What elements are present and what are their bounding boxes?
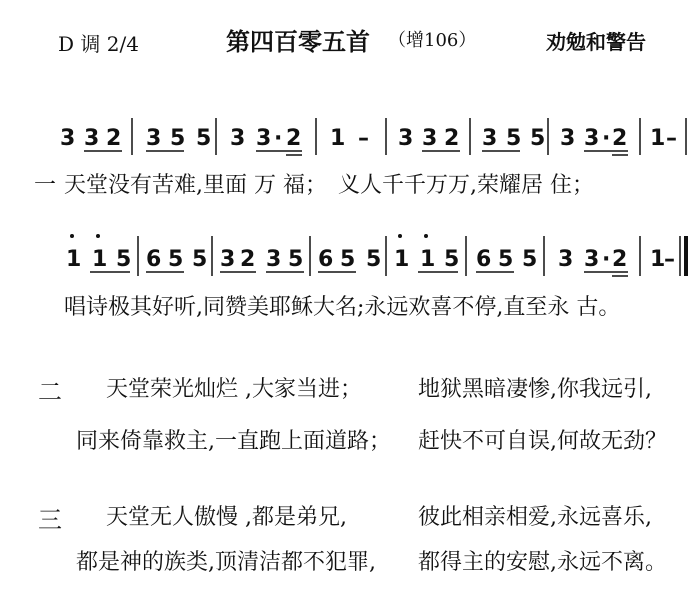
lyric-line-1: 天堂没有苦难,里面 万 福； 义人千千万万,荣耀居 住； bbox=[64, 173, 594, 198]
note: 3 bbox=[256, 126, 272, 151]
note: 2 bbox=[240, 247, 256, 272]
note: 3 bbox=[558, 247, 574, 272]
verse-2-line-2a: 同来倚靠救主,一直跑上面道路； bbox=[76, 429, 391, 454]
note: 5 bbox=[168, 247, 184, 272]
lyric-line-2: 唱诗极其好听,同赞美耶稣大名;永远欢喜不停,直至永 古。 bbox=[64, 295, 621, 320]
note: 1 bbox=[650, 126, 666, 151]
dash: – bbox=[358, 126, 369, 151]
note: 1 bbox=[650, 247, 666, 272]
note: 5 bbox=[116, 247, 132, 272]
note: 3 bbox=[60, 126, 76, 151]
verse-2-line-1a: 天堂荣光灿烂 ,大家当进； bbox=[106, 377, 362, 402]
note: 2 bbox=[444, 126, 460, 151]
note: 6 bbox=[318, 247, 334, 272]
note: 5 bbox=[522, 247, 538, 272]
note: 1 bbox=[66, 247, 82, 272]
high-octave-dot bbox=[424, 234, 428, 238]
note: 1 bbox=[330, 126, 346, 151]
verse-3-line-1a: 天堂无人傲慢 ,都是弟兄, bbox=[106, 505, 347, 530]
note: 3 bbox=[230, 126, 246, 151]
note: 1 bbox=[394, 247, 410, 272]
note: 3 bbox=[584, 126, 600, 151]
score-system-2 bbox=[66, 234, 686, 276]
hymn-topic: 劝勉和警告 bbox=[546, 30, 646, 54]
key-signature: D 调 2/4 bbox=[58, 32, 139, 56]
note: 5 bbox=[192, 247, 208, 272]
note: 3 bbox=[422, 126, 438, 151]
dot: · bbox=[274, 126, 283, 151]
score-system-1 bbox=[60, 118, 686, 155]
note: 3 bbox=[266, 247, 282, 272]
note: 5 bbox=[444, 247, 460, 272]
note: 1 bbox=[92, 247, 108, 272]
note: 5 bbox=[506, 126, 522, 151]
note: 5 bbox=[530, 126, 546, 151]
note: 2 bbox=[612, 126, 628, 151]
note: 3 bbox=[398, 126, 414, 151]
note: 2 bbox=[106, 126, 122, 151]
dash: – bbox=[666, 126, 677, 151]
verse-1-marker: 一 bbox=[34, 173, 57, 198]
verse-3-line-2a: 都是神的族类,顶清洁都不犯罪, bbox=[76, 550, 376, 575]
verse-3-line-2b: 都得主的安慰,永远不离。 bbox=[418, 550, 667, 575]
note: 3 bbox=[482, 126, 498, 151]
note: 2 bbox=[286, 126, 302, 151]
note: 3 bbox=[584, 247, 600, 272]
note: 6 bbox=[146, 247, 162, 272]
note: 3 bbox=[560, 126, 576, 151]
verse-2-line-2b: 赶快不可自误,何故无劲？ bbox=[418, 429, 667, 454]
verse-2-number: 二 bbox=[38, 378, 62, 406]
hymn-number: （增106） bbox=[388, 30, 477, 51]
dash: – bbox=[664, 247, 675, 272]
note: 1 bbox=[420, 247, 436, 272]
note: 5 bbox=[366, 247, 382, 272]
verse-2-line-1b: 地狱黑暗凄惨,你我远引, bbox=[418, 377, 652, 402]
note: 5 bbox=[498, 247, 514, 272]
high-octave-dot bbox=[398, 234, 402, 238]
high-octave-dot bbox=[96, 234, 100, 238]
hymn-title: 第四百零五首 bbox=[226, 28, 370, 56]
note: 2 bbox=[612, 247, 628, 272]
note: 3 bbox=[84, 126, 100, 151]
dot: · bbox=[602, 247, 611, 272]
note: 5 bbox=[196, 126, 212, 151]
verse-3-number: 三 bbox=[38, 506, 62, 534]
dot: · bbox=[602, 126, 611, 151]
note: 3 bbox=[220, 247, 236, 272]
note: 3 bbox=[146, 126, 162, 151]
note: 5 bbox=[288, 247, 304, 272]
note: 5 bbox=[340, 247, 356, 272]
note: 6 bbox=[476, 247, 492, 272]
high-octave-dot bbox=[70, 234, 74, 238]
verse-3-line-1b: 彼此相亲相爱,永远喜乐, bbox=[418, 505, 652, 530]
note: 5 bbox=[170, 126, 186, 151]
